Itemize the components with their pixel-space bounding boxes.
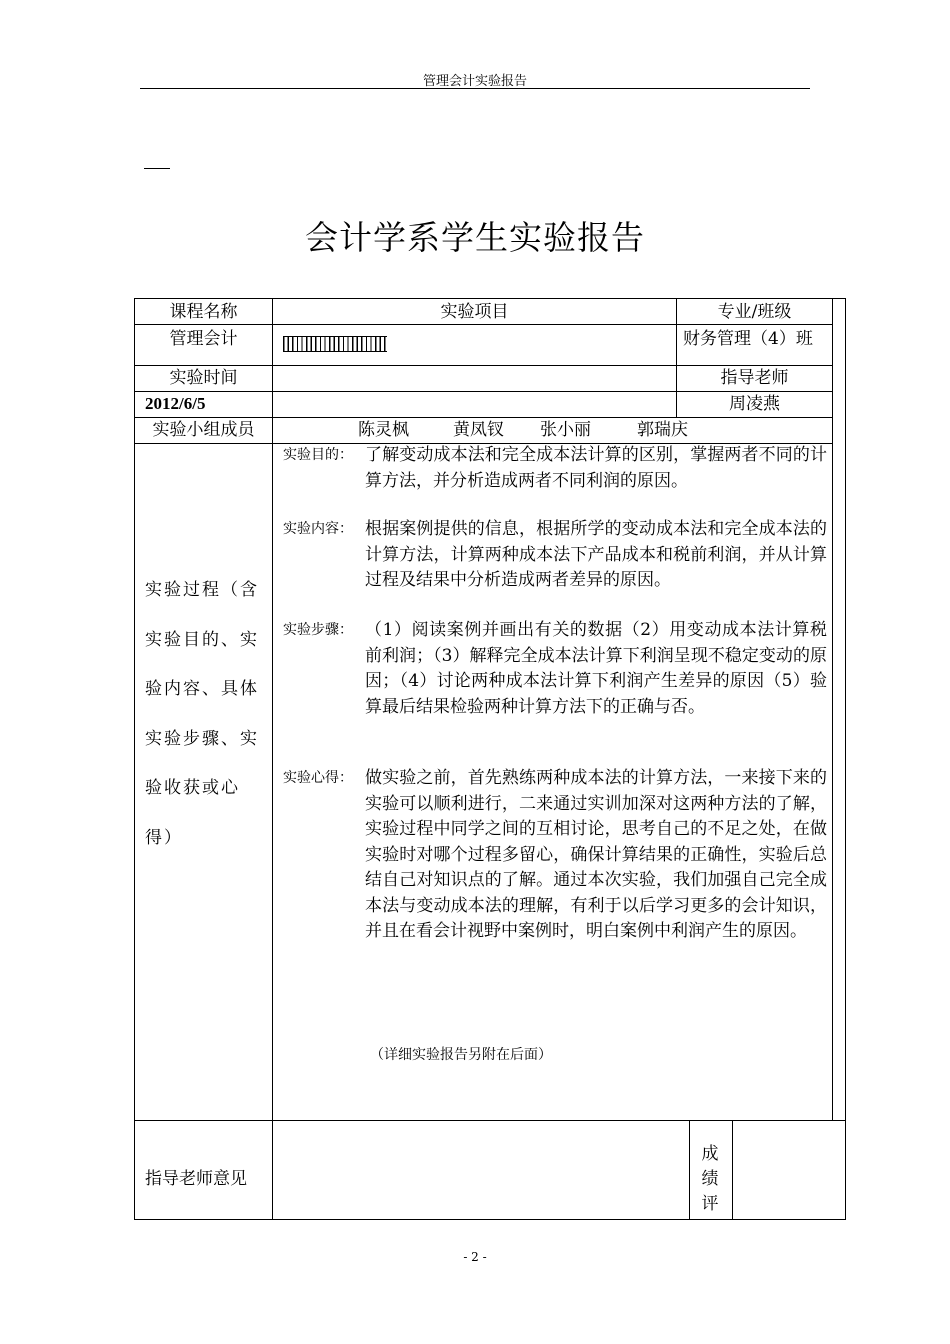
corner-line [144, 168, 170, 169]
major-class-value: 财务管理（4）班 [683, 329, 813, 349]
course-name-header: 课程名称 [169, 302, 238, 322]
teacher-opinion-label: 指导老师意见 [145, 1169, 247, 1189]
reflection-text: 做实验之前，首先熟练两种成本法的计算方法，一来接下来的实验可以顺利进行，二来通过实训加深对这两种方法的了解，实验过程中同学之间的互相讨论，思考自己的不足之处，在做实验时对哪个过程多留心，确保计算结果的正确性，实验后总结自己对知识点的了解。通过本次实验，我们加强自己完全成本法与变动成本法的理解，有利于以后学习更多的会计知识，并且在看会计视野中案例时，明白案例中利润产生的原因。 [365, 768, 827, 941]
major-class-header: 专业/班级 [717, 302, 792, 322]
member-name: 陈灵枫 [358, 420, 409, 440]
experiment-time-label: 实验时间 [169, 368, 238, 388]
project-header: 实验项目 [440, 302, 509, 322]
steps-label: 实验步骤： [283, 622, 353, 638]
attachment-note: （详细实验报告另附在后面） [370, 1047, 552, 1063]
project-placeholder-glyphs [283, 336, 387, 352]
reflection-label: 实验心得： [283, 770, 353, 786]
purpose-text: 了解变动成本法和完全成本法计算的区别，掌握两者不同的计算方法，并分析造成两者不同利润的原因。 [365, 445, 827, 491]
group-members-label: 实验小组成员 [152, 420, 255, 440]
running-header: 管理会计实验报告 [422, 74, 527, 89]
steps-text: （1）阅读案例并画出有关的数据（2）用变动成本法计算税前利润；（3）解释完全成本法计算下利润呈现不稳定变动的原因；（4）讨论两种成本法计算下利润产生差异的原因（5）验算最后结果检验两种计算方法下的正确与否。 [365, 620, 827, 717]
course-name-value: 管理会计 [169, 329, 238, 349]
header-rule [140, 88, 810, 89]
page-title: 会计学系学生实验报告 [305, 218, 645, 257]
member-name: 郭瑞庆 [637, 420, 688, 440]
member-name: 张小丽 [540, 420, 591, 440]
experiment-date: 2012/6/5 [145, 394, 206, 413]
purpose-label: 实验目的： [283, 447, 353, 463]
process-label: 实验过程（含实验目的、实验内容、具体实验步骤、实验收获或心得） [145, 580, 259, 848]
teacher-name: 周凌燕 [729, 394, 780, 414]
page-number: - 2 - [463, 1250, 487, 1264]
grade-label: 成绩评 [701, 1144, 719, 1214]
member-name: 黄凤钗 [453, 420, 504, 440]
content-text: 根据案例提供的信息，根据所学的变动成本法和完全成本法的计算方法，计算两种成本法下产品成本和税前利润，并从计算过程及结果中分析造成两者差异的原因。 [365, 519, 827, 590]
teacher-label: 指导老师 [720, 368, 789, 388]
content-label: 实验内容： [283, 521, 353, 537]
